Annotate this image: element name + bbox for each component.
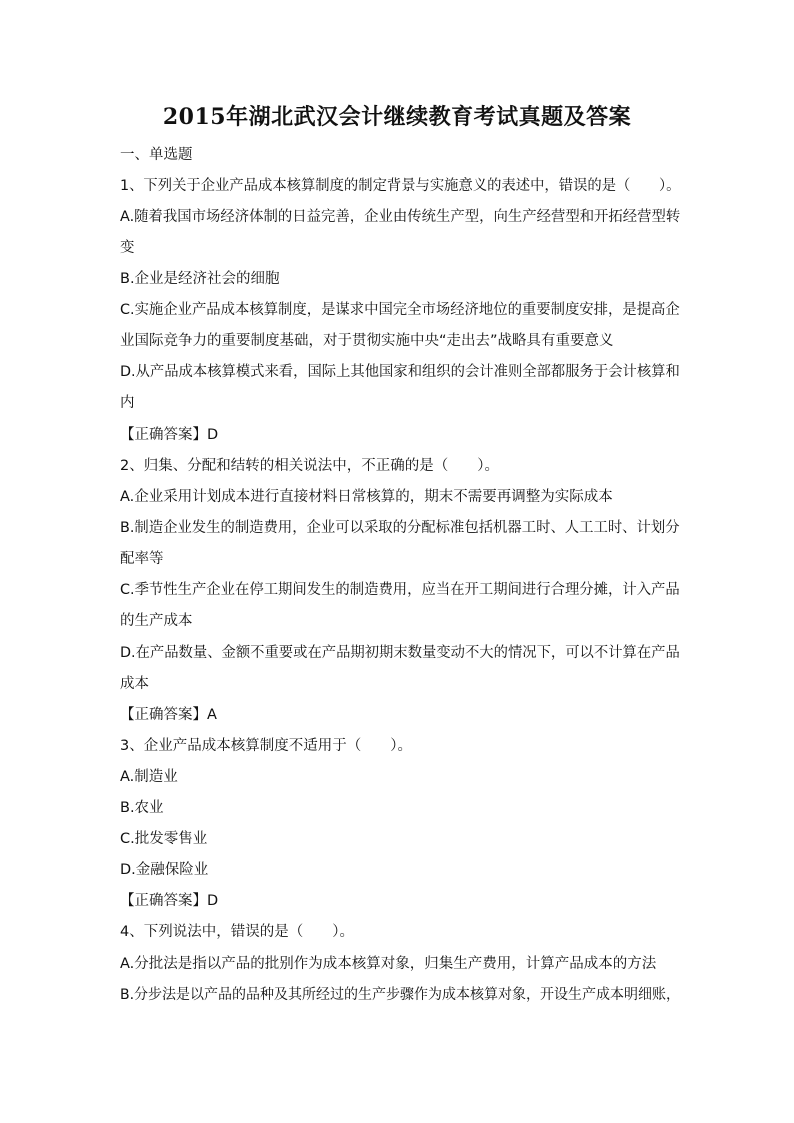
question-3-answer: 【正确答案】D xyxy=(120,893,219,909)
question-1-option-d-cont: 内 xyxy=(120,395,135,411)
question-2-option-d-cont: 成本 xyxy=(120,676,149,692)
question-3-option-a: A.制造业 xyxy=(120,769,178,785)
question-3-stem: 3、企业产品成本核算制度不适用于（ ）。 xyxy=(120,738,412,754)
question-1-option-c: C.实施企业产品成本核算制度，是谋求中国完全市场经济地位的重要制度安排，是提高企 xyxy=(120,302,680,318)
question-2-answer: 【正确答案】A xyxy=(120,707,217,723)
question-1-option-c-cont: 业国际竞争力的重要制度基础，对于贯彻实施中央“走出去”战略具有重要意义 xyxy=(120,333,614,349)
question-4-option-a: A.分批法是指以产品的批别作为成本核算对象，归集生产费用，计算产品成本的方法 xyxy=(120,956,657,972)
question-2-stem: 2、归集、分配和结转的相关说法中，不正确的是（ ）。 xyxy=(120,458,499,474)
question-2-option-b-cont: 配率等 xyxy=(120,551,164,567)
document-title: 2015年湖北武汉会计继续教育考试真题及答案 xyxy=(162,104,632,130)
question-2-option-c: C.季节性生产企业在停工期间发生的制造费用，应当在开工期间进行合理分摊，计入产品 xyxy=(120,582,680,598)
question-1-option-d: D.从产品成本核算模式来看，国际上其他国家和组织的会计准则全部都服务于会计核算和 xyxy=(120,364,680,380)
question-2-option-b: B.制造企业发生的制造费用，企业可以采取的分配标准包括机器工时、人工工时、计划分 xyxy=(120,520,680,536)
section-heading: 一、单选题 xyxy=(120,147,193,163)
question-2-option-c-cont: 的生产成本 xyxy=(120,613,193,629)
question-3-option-d: D.金融保险业 xyxy=(120,862,209,878)
question-4-option-b: B.分步法是以产品的品种及其所经过的生产步骤作为成本核算对象，开设生产成本明细账， xyxy=(120,987,681,1003)
question-3-option-b: B.农业 xyxy=(120,800,164,816)
question-2-option-a: A.企业采用计划成本进行直接材料日常核算的，期末不需要再调整为实际成本 xyxy=(120,489,613,505)
question-4-stem: 4、下列说法中，错误的是（ ）。 xyxy=(120,924,354,940)
question-1-stem: 1、下列关于企业产品成本核算制度的制定背景与实施意义的表述中，错误的是（ ）。 xyxy=(120,178,681,194)
question-1-option-a-cont: 变 xyxy=(120,240,135,256)
question-1-answer: 【正确答案】D xyxy=(120,427,219,443)
question-1-option-a: A.随着我国市场经济体制的日益完善，企业由传统生产型，向生产经营型和开拓经营型转 xyxy=(120,209,681,225)
question-1-option-b: B.企业是经济社会的细胞 xyxy=(120,271,280,287)
question-3-option-c: C.批发零售业 xyxy=(120,831,208,847)
question-2-option-d: D.在产品数量、金额不重要或在产品期初期末数量变动不大的情况下，可以不计算在产品 xyxy=(120,645,680,661)
